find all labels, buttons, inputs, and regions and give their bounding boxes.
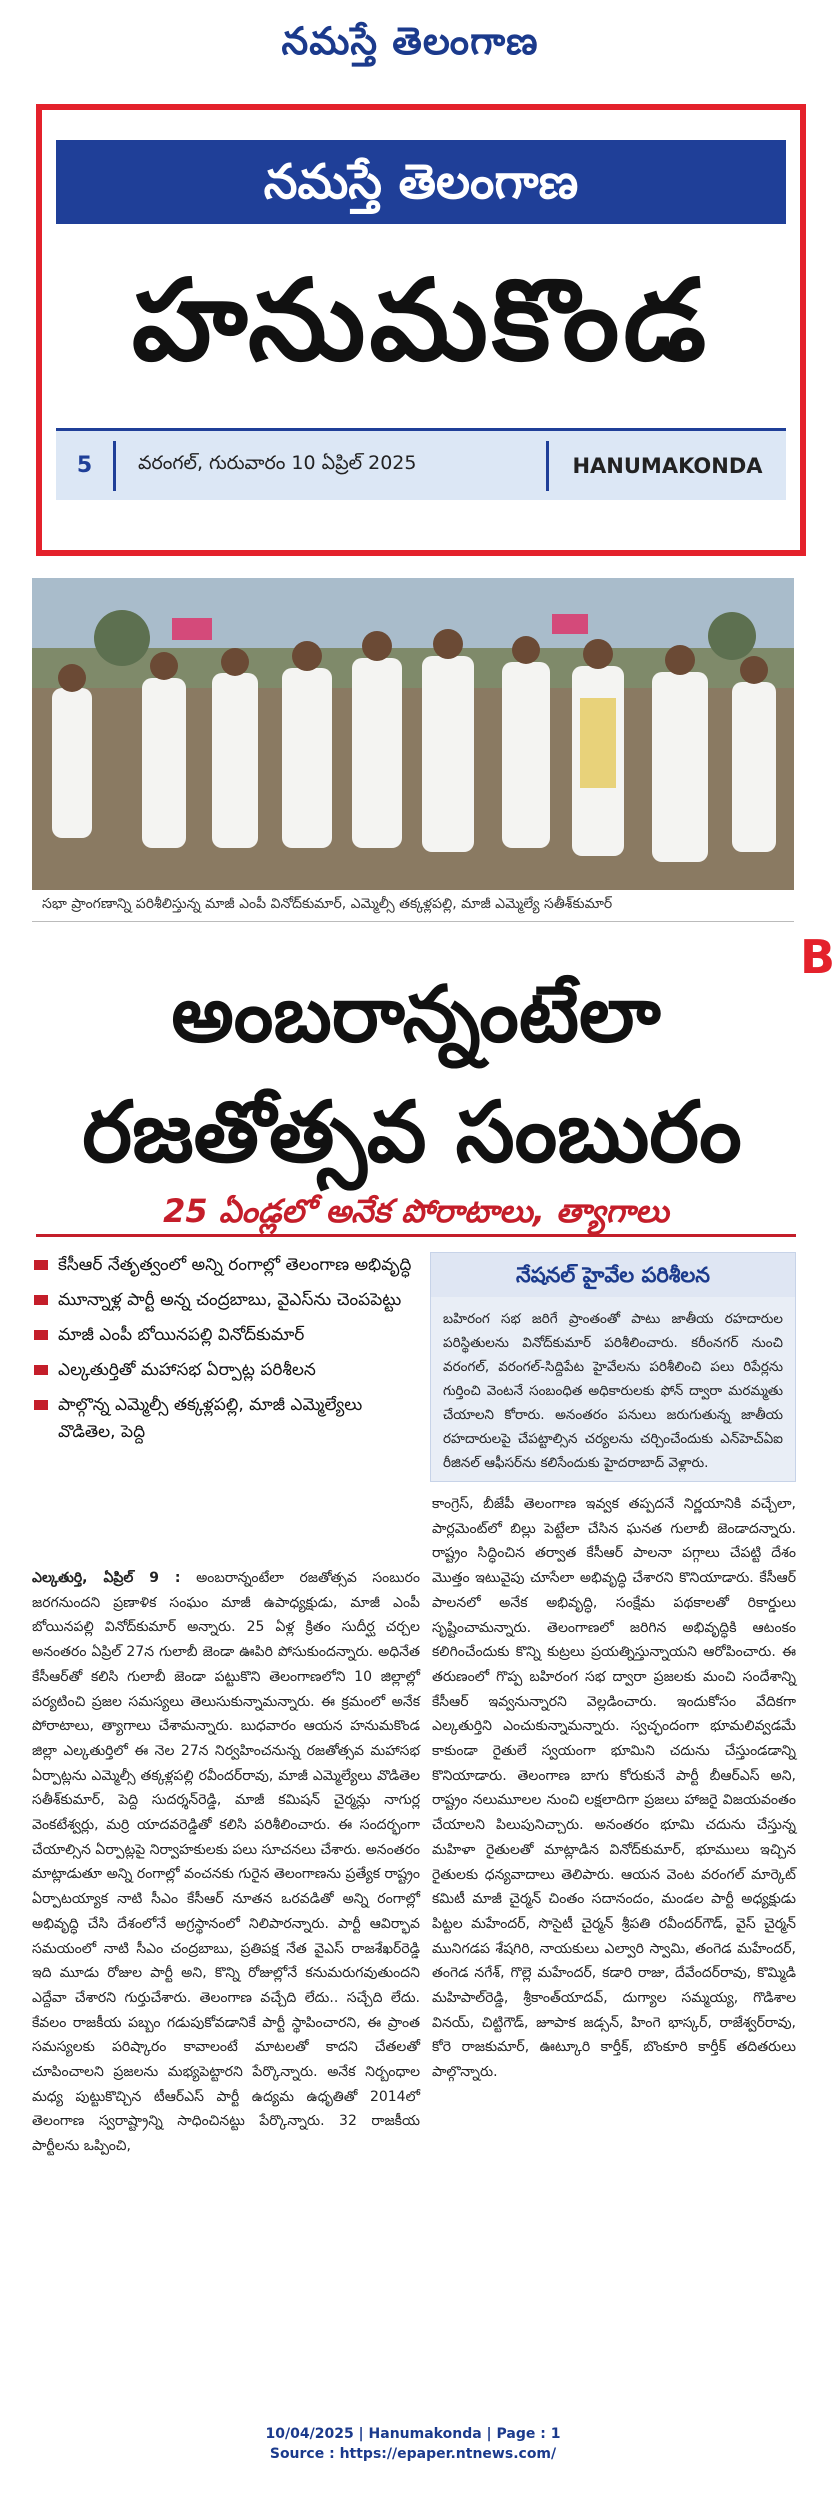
article-column-right: కాంగ్రెస్, బీజేపీ తెలంగాణ ఇవ్వక తప్పదనే నిర్ణయానికి వచ్చేలా, పార్లమెంట్‌లో బిల్లు పెట్టేలా చేసిన ఘనత గులాబీ జెండాదన్నారు. రాష్ట్రం సిద్ధించిన తర్వాత కేసీఆర్ పాలనా పగ్గాలు చేపట్టి దేశం మొత్తం ఇటువైపు చూసేలా అభివృద్ధి చేశారని కొనియాడారు. కేసీఆర్ పాలనలో అనేక అభివృద్ధి, సంక్షేమ పథకాలతో రికార్డులు సృష్టించామన్నారు. తెలంగాణలో జరిగిన అభివృద్ధికి ఆటంకం కలిగించేందుకు కొన్ని కుట్రలు ప్రయత్నిస్తున్నాయని ఆరోపించారు. ఈ తరుణంలో గొప్ప బహిరంగ సభ ద్వారా ప్రజలకు మంచి సందేశాన్ని కేసీఆర్ ఇవ్వనున్నారని వెల్లడించారు. ఇందుకోసం వేదికగా ఎల్కతుర్తిని ఎంచుకున్నామన్నారు. స్వచ్ఛందంగా భూమలివ్వడమే కాకుండా రైతులే స్వయంగా భూమిని చదును చేస్తుండడాన్ని కొనియాడారు. తెలంగాణ బాగు కోరుకునే పార్టీ బీఆర్ఎస్ అని, రాష్ట్రం నలుమూలల నుంచి లక్షలాదిగా ప్రజలు హాజరై విజయవంతం చేయాలని పిలుపునిచ్చారు. అనంతరం భూమి చదును చేస్తున్న మహిళా రైతులతో మాట్లాడిన వినోద్‌కుమార్, భూములు ఇచ్చిన రైతులకు ధన్యవాదాలు తెలిపారు. ఆయన వెంట వరంగల్ మార్కెట్ కమిటీ మాజీ చైర్మన్ చింతం సదానందం, మండల పార్టీ అధ్యక్షుడు పిట్టల మహేందర్, సొసైటీ చైర్మన్ శ్రీపతి రవీందర్‌గౌడ్, వైస్ చైర్మన్ మునిగడప శేషగిరి, నాయకులు ఎల్వారి స్వామి, తంగెడ మహేందర్, తంగెడ నగేశ్, గొల్లె మహేందర్, కడారి రాజు, దేవేందర్‌రావు, కొమ్మిడి మహిపాల్‌రెడ్డి, శ్రీకాంత్‌యాదవ్, దుగ్యాల సమ్మయ్య, గొడిశాల వినయ్, చిట్టిగౌడ్, జూపాక జడ్సన్, హింగె భాస్కర్, రాజేశ్వర్‌రావు, కోరె రాజకుమార్, ఊట్కూరి కార్తీక్, బొంకూరి కార్తీక్ తదితరులు పాల్గొన్నారు.: [432, 1496, 796, 2081]
sidebar-box-title: నేషనల్ హైవేల పరిశీలన: [431, 1253, 795, 1297]
newspaper-logo: నమస్తే తెలంగాణ: [281, 18, 539, 63]
footer-source-link[interactable]: Source : https://epaper.ntnews.com/: [269, 2446, 557, 2462]
highlight-text: పాల్గొన్న ఎమ్మెల్సీ తక్కళ్లపల్లి, మాజీ ఎమ్మెల్యేలు వొడితెల, పెద్ది: [58, 1395, 363, 1442]
bullet-square-icon: [34, 1400, 48, 1410]
highlight-text: కేసీఆర్ నేతృత్వంలో అన్ని రంగాల్లో తెలంగాణ అభివృద్ధి: [58, 1255, 412, 1275]
footer-edition-info: 10/04/2025 | Hanumakonda | Page : 1: [265, 2426, 561, 2442]
dateline: ఎల్కతుర్తి, ఏప్రిల్ 9 :: [32, 1570, 181, 1586]
headline-line-2: రజతోత్సవ సంబురం: [82, 1082, 742, 1181]
group-photo-illustration: [32, 578, 794, 890]
highlight-item: [32, 1357, 422, 1384]
bullet-square-icon: [34, 1365, 48, 1375]
bullet-square-icon: [34, 1260, 48, 1270]
highlight-item: [32, 1392, 422, 1446]
highlight-item: [32, 1252, 422, 1279]
sidebar-box: [430, 1252, 796, 1482]
page-number: 5: [56, 441, 116, 491]
edition-label: HANUMAKONDA: [546, 441, 786, 491]
page-footer: [0, 2424, 826, 2484]
highlight-text: మూన్నాళ్ల పార్టీ అన్న చంద్రబాబు, వైఎస్‌ను చెంపపెట్టు: [58, 1290, 402, 1310]
info-bar: [56, 428, 786, 500]
issue-date: వరంగల్, గురువారం 10 ఏప్రిల్ 2025: [138, 452, 417, 474]
highlight-item: [32, 1322, 422, 1349]
side-ad-letter: B: [800, 930, 835, 984]
subhead-divider: [36, 1234, 796, 1237]
highlight-text: మాజీ ఎంపీ బోయినపల్లి వినోద్‌కుమార్: [58, 1325, 305, 1345]
highlight-item: [32, 1287, 422, 1314]
edition-title: హనుమకొండ: [131, 255, 711, 386]
bullet-square-icon: [34, 1330, 48, 1340]
news-photo: [32, 578, 794, 890]
subheadline: 25 ఏండ్లలో అనేక పోరాటాలు, త్యాగాలు: [163, 1192, 669, 1230]
article-body-left: అంబరాన్నంటేలా రజతోత్సవ సంబురం జరగనుందని ప్రణాళిక సంఘం మాజీ ఉపాధ్యక్షుడు, మాజీ ఎంపీ బోయినపల్లి వినోద్‌కుమార్ అన్నారు. 25 ఏళ్ల క్రితం సుదీర్ఘ చర్చల అనంతరం ఏప్రిల్ 27న గులాబీ జెండా ఊపిరి పోసుకుందన్నారు. అధినేత కేసీఆర్‌తో కలిసి గులాబీ జెండా పట్టుకొని తెలంగాణలోని 10 జిల్లాల్లో పర్యటించి ప్రజల సమస్యలు తెలుసుకున్నామన్నారు. ఈ క్రమంలో అనేక పోరాటాలు, త్యాగాలు చేశామన్నారు. బుధవారం ఆయన హనుమకొండ జిల్లా ఎల్కతుర్తిలో ఈ నెల 27న నిర్వహించనున్న రజతోత్సవ మహాసభ ఏర్పాట్లను ఎమ్మెల్సీ తక్కళ్లపల్లి రవీందర్‌రావు, మాజీ ఎమ్మెల్యేలు వొడితెల సతీశ్‌కుమార్, పెద్ది సుదర్శన్‌రెడ్డి, మాజీ కమిషన్ చైర్మన్లు నాగుర్ల వెంకటేశ్వర్లు, మర్రి యాదవరెడ్డితో కలిసి పరిశీలించారు. ఈ సందర్భంగా చేయాల్సిన ఏర్పాట్లపై నిర్వాహకులకు పలు సూచనలు చేశారు. అనంతరం మాట్లాడుతూ అన్ని రంగాల్లో వంచనకు గురైన తెలంగాణను ప్రత్యేక రాష్ట్రం ఏర్పాటయ్యాక నాటి సీఎం కేసీఆర్ నూతన ఒరవడితో అన్ని రంగాల్లో అభివృద్ధి చేసి దేశంలోనే అగ్రస్థానంలో నిలిపారన్నారు. పార్టీ ఆవిర్భావ సమయంలో నాటి సీఎం చంద్రబాబు, ప్రతిపక్ష నేత వైఎస్ రాజశేఖర్‌రెడ్డి ఇది మూడు రోజుల పార్టీ అని, కొన్ని రోజుల్లోనే కనుమరుగవుతుందని ఎద్దేవా చేశారని గుర్తుచేశారు. తెలంగాణ వచ్చేది లేదు.. సచ్చేది లేదు. కేవలం రాజకీయ పబ్బం గడుపుకోవడానికే పార్టీ స్థాపించారని, ఈ ప్రాంత సమస్యలకు పరిష్కారం కావాలంటే మాటలతో కాదని చేతలతో చూపించాలని ప్రజలను మభ్యపెట్టారని పేర్కొన్నారు. అనేక నిర్బంధాల మధ్య పుట్టుకొచ్చిన టీఆర్ఎస్ పార్టీ ఉద్యమ ఉధృతితో 2014లో తెలంగాణ స్వరాష్ట్రాన్ని సాధించినట్టు పేర్కొన్నారు. 32 రాజకీయ పార్టీలను ఒప్పించి,: [32, 1570, 421, 2155]
article-column-left: [32, 1566, 420, 2396]
masthead: [36, 104, 806, 556]
masthead-brand: నమస్తే తెలంగాణ: [56, 140, 786, 224]
photo-caption: సభా ప్రాంగణాన్ని పరిశీలిస్తున్న మాజీ ఎంపీ వినోద్‌కుమార్, ఎమ్మెల్సీ తక్కళ్లపల్లి, మాజీ ఎమ్మెల్యే సతీశ్‌కుమార్: [32, 896, 794, 922]
highlights-list: [32, 1252, 422, 1552]
side-advertisement[interactable]: [796, 870, 835, 1030]
highlight-text: ఎల్కతుర్తితో మహాసభ ఏర్పాట్ల పరిశీలన: [58, 1360, 316, 1380]
bullet-square-icon: [34, 1295, 48, 1305]
headline-line-1: అంబరాన్నంటేలా: [171, 969, 661, 1060]
sidebar-box-body: బహిరంగ సభ జరిగే ప్రాంతంతో పాటు జాతీయ రహదారుల పరిస్థితులను వినోద్‌కుమార్ పరిశీలించారు. కరీంనగర్ నుంచి వరంగల్, వరంగల్-సిద్దిపేట హైవేలను పరిశీలించి పలు రిపేర్లను గుర్తించి వెంటనే సంబంధిత అధికారులకు ఫోన్ ద్వారా మరమ్మతు చేయాలని కోరారు. అనంతరం పనులు జరుగుతున్న జాతీయ రహదారులపై చేపట్టాల్సిన చర్యలను చర్చించేందుకు ఎన్‌హెచ్ఏఐ రీజినల్ ఆఫీసర్‌ను కలిసేందుకు హైదరాబాద్ వెళ్లారు.: [443, 1311, 783, 1471]
